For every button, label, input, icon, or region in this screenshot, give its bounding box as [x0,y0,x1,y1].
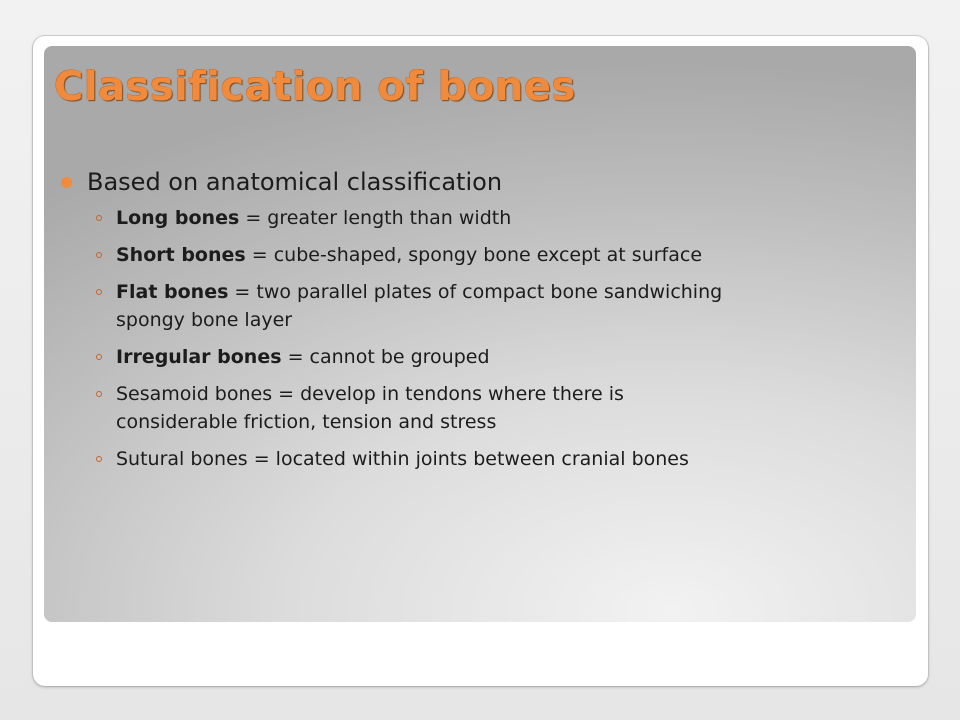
ring-bullet-icon [96,391,102,397]
main-bullet [61,164,916,200]
bullet-dot-icon [61,177,72,188]
sub-bullet-term: Flat bones [116,281,229,303]
content-panel [44,46,916,622]
sub-bullet-long-bones [61,204,916,232]
sub-bullet-list [61,204,916,473]
sub-bullet-flat-bones [61,278,916,334]
slide-body [61,164,916,482]
sub-bullet-desc: = two parallel plates of compact bone sandwiching [228,281,723,303]
sub-bullet-desc: = cube-shaped, spongy bone except at surface [245,244,703,266]
main-bullet-text: Based on anatomical classification [87,168,503,196]
sub-bullet-desc: = cannot be grouped [281,346,490,368]
sub-bullet-desc: Sesamoid bones = develop in tendons where there is [116,383,624,405]
sub-bullet-desc-continued: spongy bone layer [116,309,293,331]
sub-bullet-term: Irregular bones [116,346,282,368]
sub-bullet-desc-continued: considerable friction, tension and stress [116,411,497,433]
ring-bullet-icon [96,456,102,462]
sub-bullet-desc: Sutural bones = located within joints between cranial bones [116,448,689,470]
sub-bullet-term: Long bones [116,207,240,229]
ring-bullet-icon [96,289,102,295]
ring-bullet-icon [96,215,102,221]
slide-title: Classification of bones [54,64,576,110]
sub-bullet-sesamoid-bones [61,380,916,436]
ring-bullet-icon [96,354,102,360]
sub-bullet-short-bones [61,241,916,269]
sub-bullet-irregular-bones [61,343,916,371]
sub-bullet-term: Short bones [116,244,246,266]
sub-bullet-sutural-bones [61,445,916,473]
ring-bullet-icon [96,252,102,258]
sub-bullet-desc: = greater length than width [239,207,512,229]
